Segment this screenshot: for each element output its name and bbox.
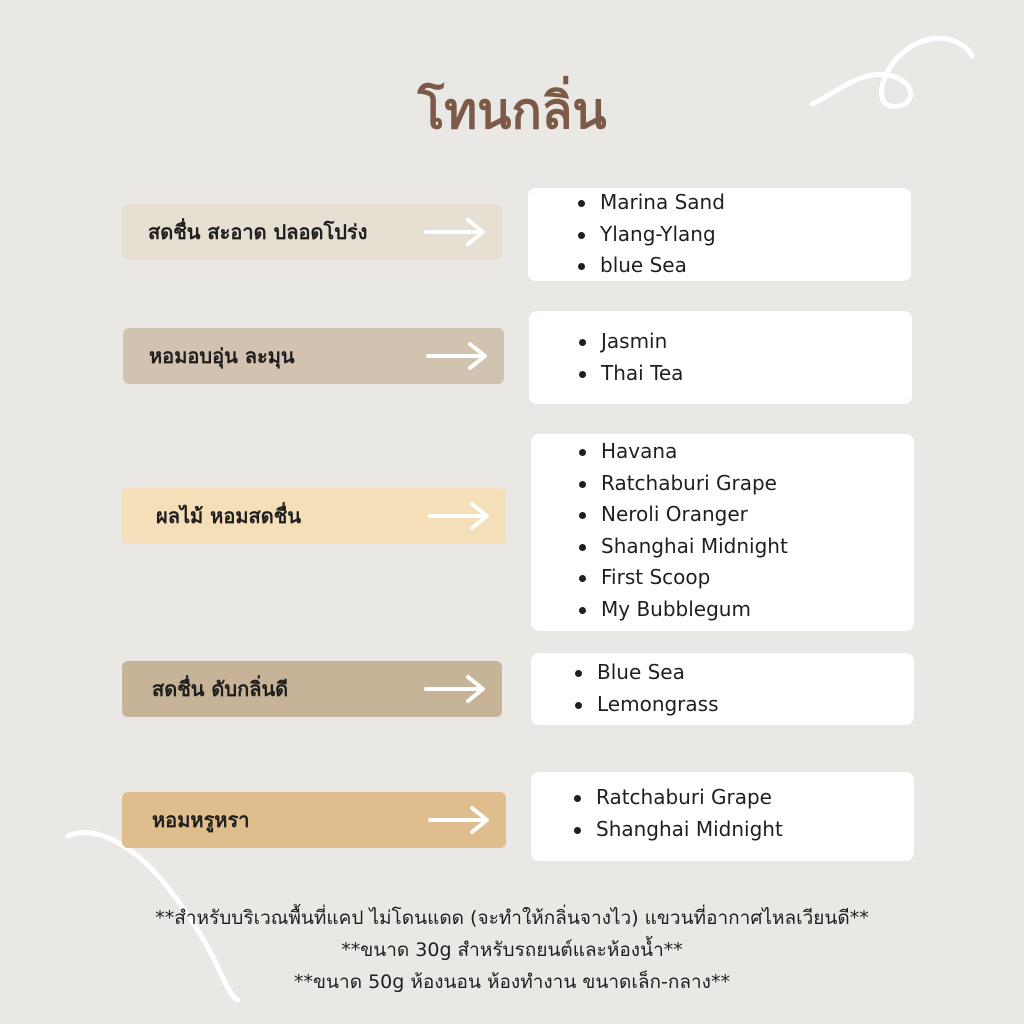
arrow-right-icon [426,341,490,371]
bullet-icon [579,339,586,346]
category-label: สดชื่น สะอาด ปลอดโปร่ง [148,220,368,244]
scent-list [529,311,912,404]
scent-name: My Bubblegum [601,596,751,621]
scent-name: Shanghai Midnight [601,533,788,558]
bullet-icon [574,827,581,834]
scent-name: Neroli Oranger [601,502,748,527]
list-item [577,594,788,626]
usage-notes [0,902,1024,998]
category-label: ผลไม้ หอมสดชื่น [156,504,301,528]
list-item [577,358,683,390]
bullet-icon [579,544,586,551]
scent-list [531,434,914,631]
list-item [573,657,719,689]
bullet-icon [574,795,581,802]
scent-name: Jasmin [601,329,668,353]
list-item [577,562,788,594]
bullet-icon [575,670,582,677]
list-item [576,219,725,251]
list-item [576,187,725,219]
bullet-icon [579,449,586,456]
list-item [572,814,783,846]
bullet-icon [578,232,585,239]
note-line: **ขนาด 30g สำหรับรถยนต์และห้องน้ำ** [341,939,683,961]
bullet-icon [579,481,586,488]
bullet-icon [579,575,586,582]
arrow-right-icon [424,217,488,247]
scent-name: Thai Tea [601,360,684,385]
scent-name: First Scoop [601,565,711,590]
scent-name: Lemongrass [597,691,719,716]
category-fruity-fresh [122,488,506,544]
arrow-right-icon [424,674,488,704]
list-item [577,531,788,563]
note-line: **สำหรับบริเวณพื้นที่แคป ไม่โดนแดด (จะทำให้กลิ่นจางไว) แขวนที่อากาศไหลเวียนดี** [155,907,869,929]
category-warm-soft [123,328,504,384]
bullet-icon [575,702,582,709]
scent-list [531,653,914,725]
category-fresh-deodorizing [122,661,502,717]
list-item [577,468,788,500]
page-title: โทนกลิ่น [417,82,607,140]
bullet-icon [579,607,586,614]
scent-list [528,188,911,281]
category-fresh-clean [122,204,502,260]
arrow-right-icon [428,501,492,531]
list-item [576,250,725,282]
scent-name: blue Sea [600,253,687,278]
scent-name: Ratchaburi Grape [596,785,772,809]
arrow-right-icon [428,805,492,835]
bullet-icon [578,200,585,207]
list-item [572,782,783,814]
category-label: สดชื่น ดับกลิ่นดี [152,677,289,701]
bullet-icon [578,263,585,270]
scent-name: Shanghai Midnight [596,816,783,841]
scent-name: Ylang-Ylang [600,221,716,246]
scent-name: Blue Sea [597,660,685,684]
list-item [577,436,788,468]
category-label: หอมหรูหรา [152,808,250,832]
note-line: **ขนาด 50g ห้องนอน ห้องทำงาน ขนาดเล็ก-กลาง** [294,971,730,993]
category-luxurious [122,792,506,848]
scent-list [531,772,914,861]
scent-name: Havana [601,439,678,463]
category-label: หอมอบอุ่น ละมุน [149,344,295,368]
scent-name: Ratchaburi Grape [601,470,777,495]
list-item [577,499,788,531]
bullet-icon [579,371,586,378]
bullet-icon [579,512,586,519]
list-item [577,326,683,358]
scent-name: Marina Sand [600,190,725,214]
list-item [573,689,719,721]
